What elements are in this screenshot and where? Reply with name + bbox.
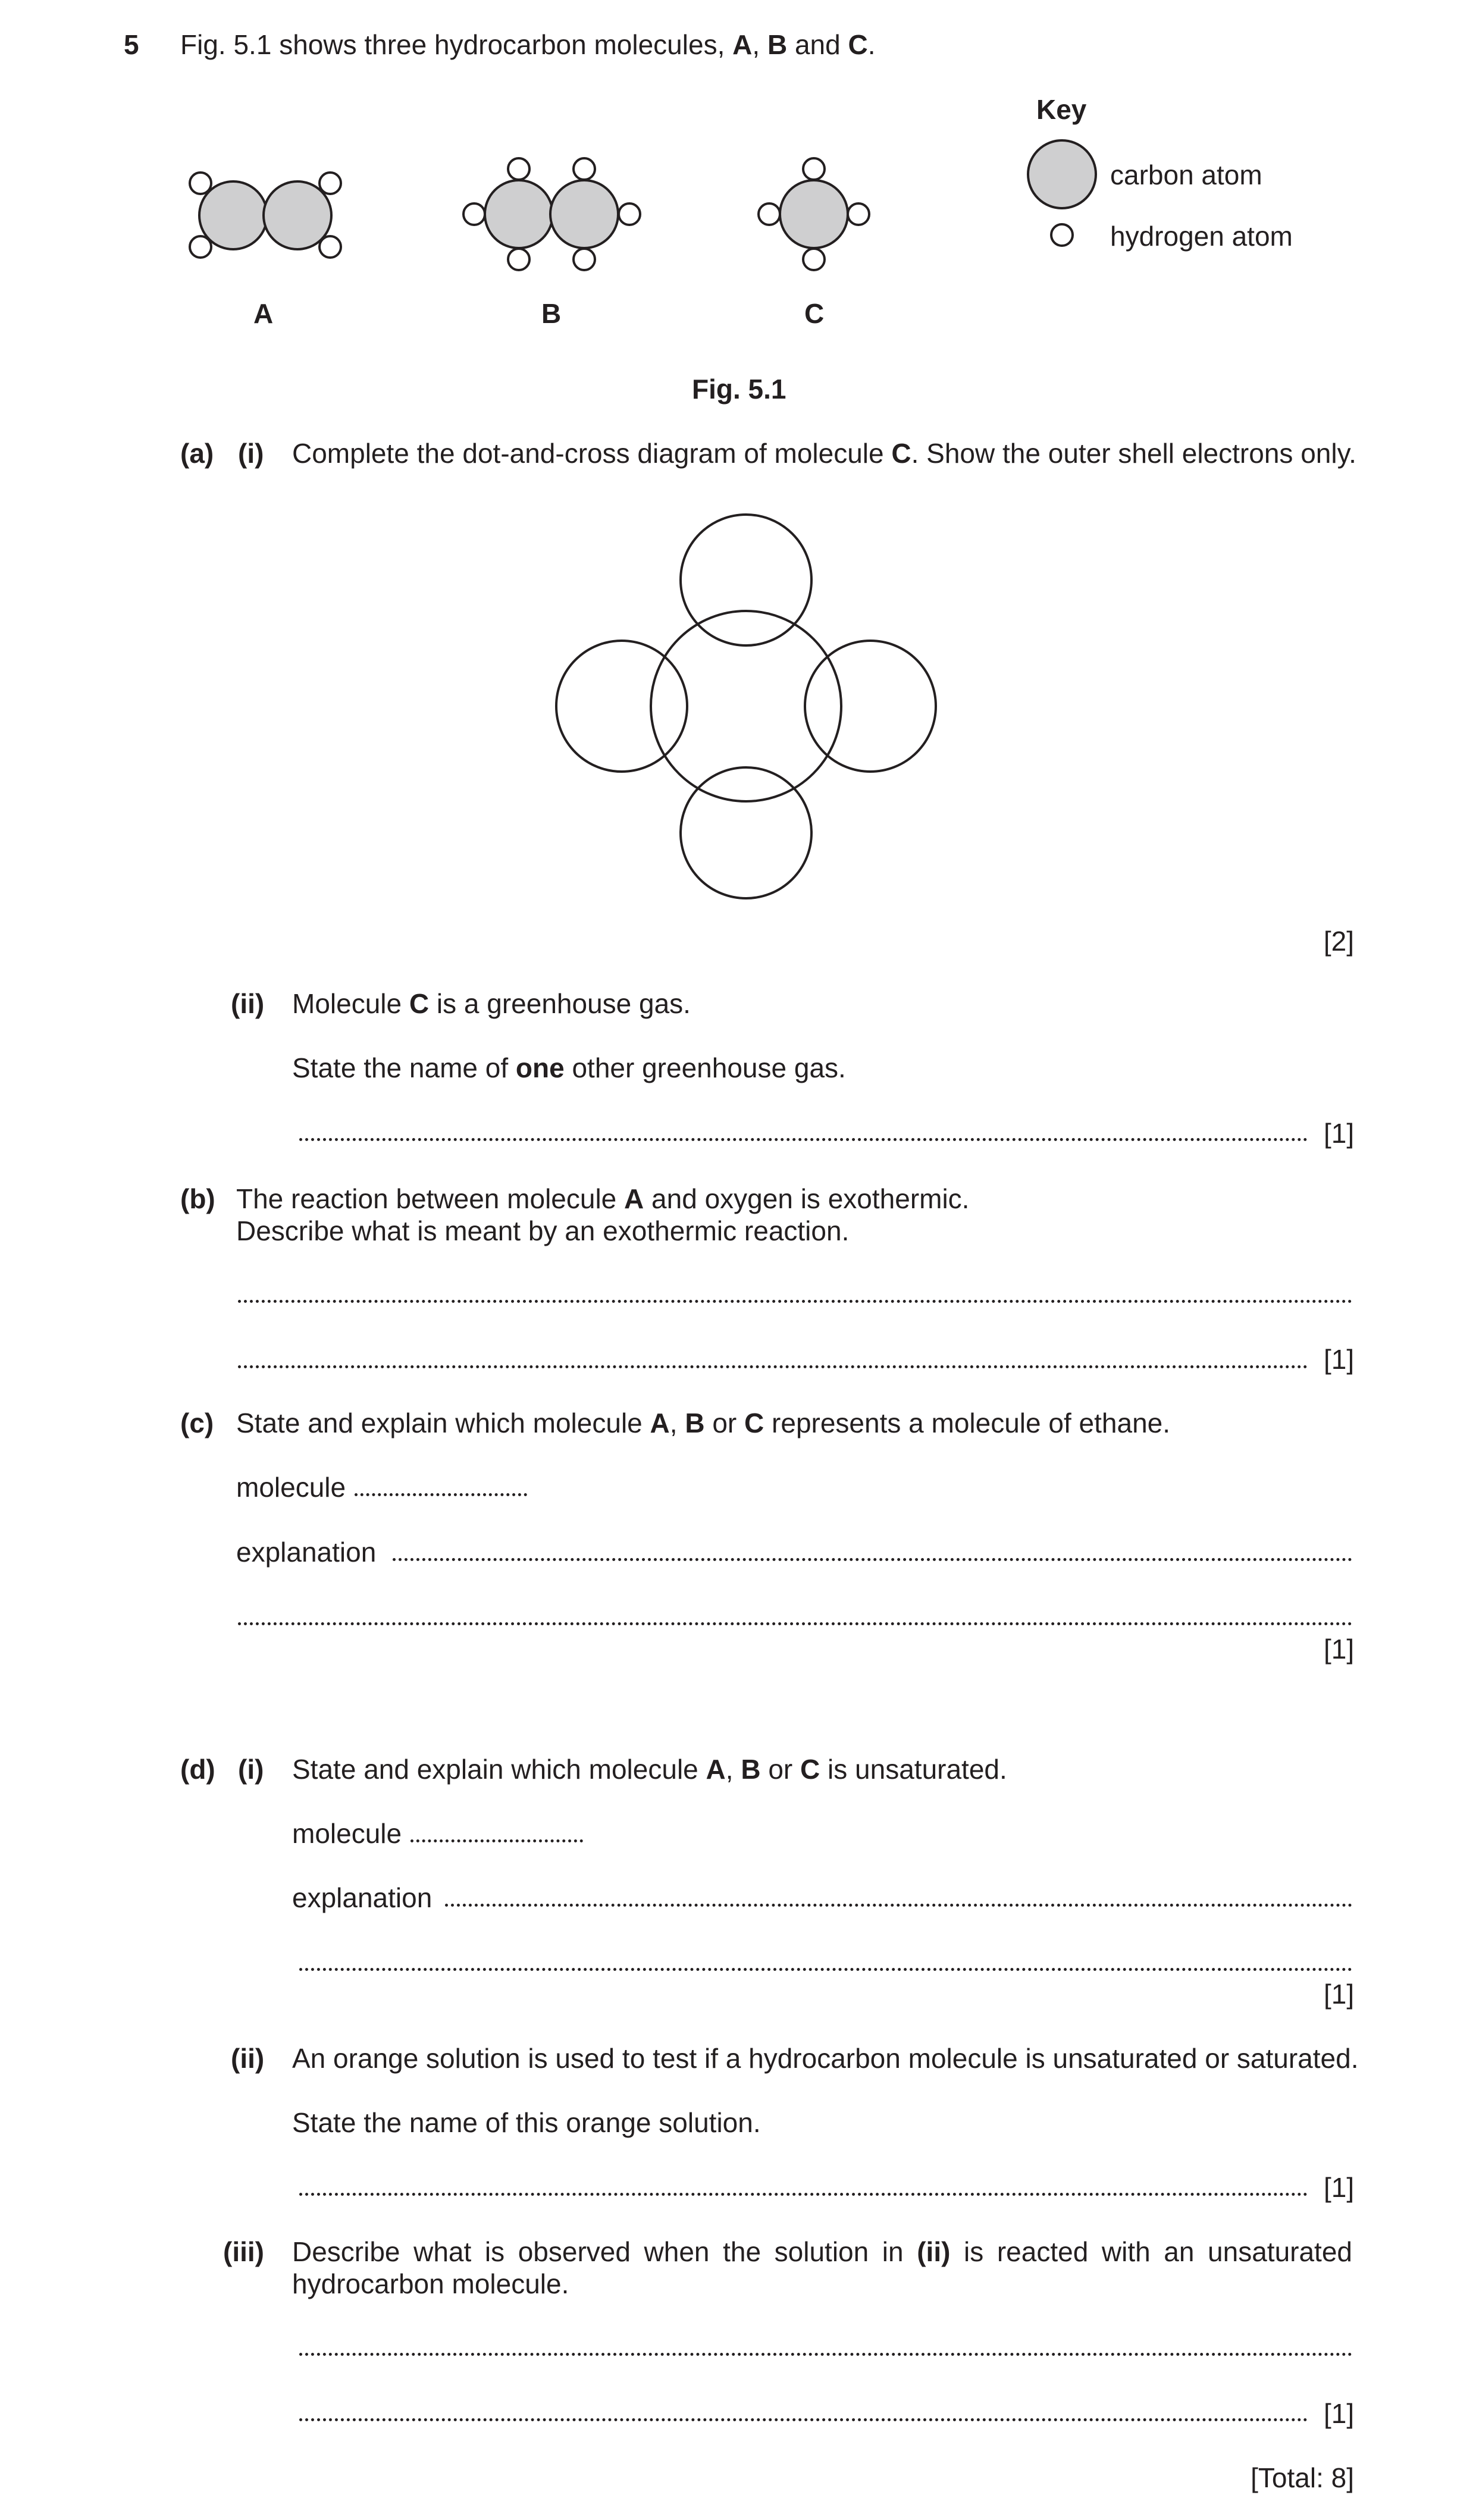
answer-line-c-molecule[interactable] xyxy=(355,1493,527,1496)
part-c-text: State and explain which molecule A, B or C represents a molecule of ethane. xyxy=(236,1408,1171,1438)
key-hydrogen-symbol xyxy=(1051,224,1073,246)
part-b-marks: [1] xyxy=(1324,1344,1355,1375)
question-intro: Fig. 5.1 shows three hydrocarbon molecules, A, B and C. xyxy=(180,29,876,60)
part-a-ii-line1: Molecule C is a greenhouse gas. xyxy=(292,988,691,1019)
part-b-label: (b) xyxy=(180,1183,215,1214)
answer-line-c-explanation-1[interactable] xyxy=(393,1558,1352,1561)
key-hydrogen-label: hydrogen atom xyxy=(1110,221,1293,252)
part-d-ii-line1: An orange solution is used to test if a hydrocarbon molecule is unsaturated or saturated. xyxy=(292,2043,1359,2074)
question-number: 5 xyxy=(124,29,139,60)
key-title: Key xyxy=(1036,94,1087,125)
dot-and-cross-diagram xyxy=(556,515,936,898)
part-a-label: (a) xyxy=(180,438,214,469)
molecule-b-diagram xyxy=(463,158,640,270)
answer-line-a-ii[interactable] xyxy=(299,1138,1308,1141)
molecule-c-diagram xyxy=(759,158,869,270)
part-a-ii-marks: [1] xyxy=(1324,1118,1355,1149)
answer-line-b-2[interactable] xyxy=(238,1365,1308,1368)
total-marks: [Total: 8] xyxy=(1251,2462,1354,2493)
part-c-marks: [1] xyxy=(1324,1634,1355,1665)
part-b-line1: The reaction between molecule A and oxygen is exothermic. xyxy=(236,1183,970,1214)
part-d-i-label: (i) xyxy=(238,1754,264,1785)
part-d-i-explanation-label: explanation xyxy=(292,1882,433,1913)
part-a-i-marks: [2] xyxy=(1323,926,1354,957)
part-d-iii-marks: [1] xyxy=(1324,2398,1355,2429)
answer-line-d-i-molecule[interactable] xyxy=(410,1839,583,1842)
label-c: C xyxy=(804,298,825,329)
part-d-ii-marks: [1] xyxy=(1324,2172,1355,2203)
figure-caption: Fig. 5.1 xyxy=(692,374,786,405)
part-d-iii-line1: Describe what is observed when the solution in (ii) is reacted with an unsaturated xyxy=(292,2236,1353,2267)
answer-line-d-i-explanation-2[interactable] xyxy=(299,1968,1352,1971)
answer-line-d-iii-1[interactable] xyxy=(299,2353,1352,2356)
part-d-iii-label: (iii) xyxy=(223,2236,264,2267)
part-d-label: (d) xyxy=(180,1754,215,1785)
part-c-label: (c) xyxy=(180,1408,214,1438)
part-a-ii-label: (ii) xyxy=(231,988,265,1019)
part-c-explanation-label: explanation xyxy=(236,1537,377,1568)
part-d-iii-line2: hydrocarbon molecule. xyxy=(292,2268,569,2299)
molecule-a-diagram xyxy=(190,173,341,258)
part-a-i-text: Complete the dot-and-cross diagram of molecule C. Show the outer shell electrons only. xyxy=(292,438,1356,469)
answer-line-b-1[interactable] xyxy=(238,1300,1352,1303)
part-d-i-text: State and explain which molecule A, B or C is unsaturated. xyxy=(292,1754,1007,1785)
answer-line-d-ii[interactable] xyxy=(299,2193,1308,2196)
label-a: A xyxy=(253,298,274,329)
key-carbon-label: carbon atom xyxy=(1110,159,1262,190)
answer-line-c-explanation-2[interactable] xyxy=(238,1622,1352,1625)
part-c-molecule-label: molecule xyxy=(236,1472,346,1503)
part-d-ii-line2: State the name of this orange solution. xyxy=(292,2107,761,2138)
part-d-ii-label: (ii) xyxy=(231,2043,265,2074)
part-d-i-marks: [1] xyxy=(1324,1979,1355,2010)
answer-line-d-iii-2[interactable] xyxy=(299,2418,1308,2421)
part-d-i-molecule-label: molecule xyxy=(292,1818,402,1849)
part-a-i-label: (i) xyxy=(238,438,264,469)
label-b: B xyxy=(541,298,562,329)
part-a-ii-line2: State the name of one other greenhouse gas. xyxy=(292,1052,846,1083)
key-carbon-symbol xyxy=(1028,140,1096,208)
answer-line-d-i-explanation-1[interactable] xyxy=(445,1904,1352,1907)
part-b-line2: Describe what is meant by an exothermic reaction. xyxy=(236,1215,850,1246)
